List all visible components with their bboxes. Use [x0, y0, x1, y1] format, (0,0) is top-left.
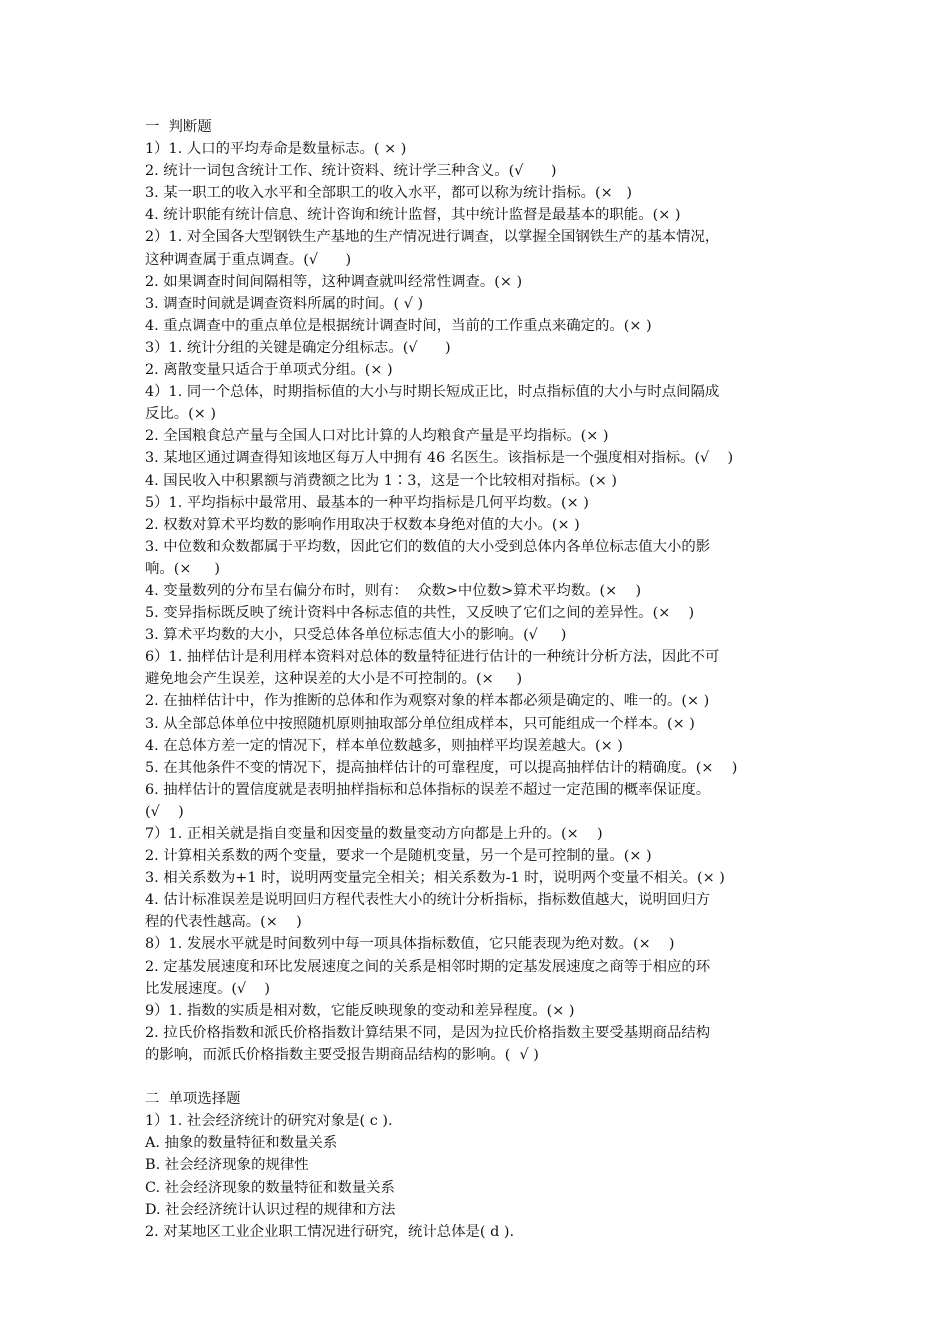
text-line: 5. 变异指标既反映了统计资料中各标志值的共性，又反映了它们之间的差异性。(× ) — [145, 605, 695, 622]
text-line: 2. 计算相关系数的两个变量，要求一个是随机变量，另一个是可控制的量。(× ) — [145, 848, 652, 865]
text-line: 3. 调查时间就是调查资料所属的时间。( √ ) — [145, 295, 424, 312]
text-line: 2. 离散变量只适合于单项式分组。(× ) — [145, 362, 393, 379]
text-line: 2. 如果调查时间间隔相等，这种调查就叫经常性调查。(× ) — [145, 273, 523, 290]
text-line: 2. 在抽样估计中，作为推断的总体和作为观察对象的样本都必须是确定的、唯一的。(× ) — [145, 693, 710, 710]
text-line: 8）1. 发展水平就是时间数列中每一项具体指标数值，它只能表现为绝对数。(× ) — [145, 936, 675, 953]
text-line: 7）1. 正相关就是指自变量和因变量的数量变动方向都是上升的。(× ) — [145, 826, 603, 842]
text-line: C. 社会经济现象的数量特征和数量关系 — [145, 1179, 395, 1196]
text-line: 3. 算术平均数的大小，只受总体各单位标志值大小的影响。(√ ) — [145, 627, 567, 644]
text-line: 3. 中位数和众数都属于平均数，因此它们的数值的大小受到总体内各单位标志值大小的影 — [145, 538, 711, 555]
text-line: 2. 对某地区工业企业职工情况进行研究，统计总体是( d ). — [145, 1223, 515, 1240]
text-line: 2. 全国粮食总产量与全国人口对比计算的人均粮食产量是平均指标。(× ) — [145, 428, 609, 445]
text-line: 4. 统计职能有统计信息、统计咨询和统计监督，其中统计监督是最基本的职能。(× ) — [145, 207, 681, 224]
text-line: 响。(× ) — [145, 560, 220, 577]
text-line: 2. 统计一词包含统计工作、统计资料、统计学三种含义。(√ ) — [145, 163, 557, 180]
text-line: 4. 国民收入中积累额与消费额之比为 1∶3，这是一个比较相对指标。(× ) — [145, 472, 617, 489]
section-title: 二 单项选择题 — [145, 1091, 241, 1108]
text-line: 3. 某地区通过调查得知该地区每万人中拥有 46 名医生。该指标是一个强度相对指标。(√ ) — [145, 450, 734, 467]
text-line: 1）1. 社会经济统计的研究对象是( c ). — [145, 1113, 393, 1130]
text-line: 4. 变量数列的分布呈右偏分布时，则有： 众数>中位数>算术平均数。(× ) — [145, 582, 642, 599]
text-line: 5. 在其他条件不变的情况下，提高抽样估计的可靠程度，可以提高抽样估计的精确度。(× ) — [145, 759, 738, 776]
document-page — [145, 116, 810, 1243]
text-line: 4. 估计标准误差是说明回归方程代表性大小的统计分析指标，指标数值越大，说明回归方 — [145, 892, 711, 909]
text-line: 4. 在总体方差一定的情况下，样本单位数越多，则抽样平均误差越大。(× ) — [145, 737, 623, 754]
text-line: 2. 定基发展速度和环比发展速度之间的关系是相邻时期的定基发展速度之商等于相应的环 — [145, 958, 711, 975]
text-line: 6. 抽样估计的置信度就是表明抽样指标和总体指标的误差不超过一定范围的概率保证度。 — [145, 781, 711, 798]
text-line: 3）1. 统计分组的关键是确定分组标志。(√ ) — [145, 339, 451, 356]
text-line: 4. 重点调查中的重点单位是根据统计调查时间，当前的工作重点来确定的。(× ) — [145, 317, 652, 334]
text-line: (√ ) — [145, 803, 184, 820]
section-judgment — [145, 116, 810, 1066]
text-line: 3. 相关系数为+1 时，说明两变量完全相关；相关系数为-1 时，说明两个变量不相关。(× ) — [145, 870, 725, 887]
section-title: 一 判断题 — [145, 119, 212, 135]
text-line: 2. 拉氏价格指数和派氏价格指数计算结果不同，是因为拉氏价格指数主要受基期商品结构 — [145, 1024, 711, 1041]
section-single-choice — [145, 1088, 810, 1243]
text-line: A. 抽象的数量特征和数量关系 — [145, 1135, 338, 1152]
text-line: 2）1. 对全国各大型钢铁生产基地的生产情况进行调查，以掌握全国钢铁生产的基本情况， — [145, 229, 720, 246]
text-line: 反比。(× ) — [145, 406, 217, 423]
text-line: 2. 权数对算术平均数的影响作用取决于权数本身绝对值的大小。(× ) — [145, 516, 580, 533]
text-line: 1）1. 人口的平均寿命是数量标志。( × ) — [145, 141, 407, 158]
text-line: 3. 从全部总体单位中按照随机原则抽取部分单位组成样本，只可能组成一个样本。(× ) — [145, 715, 695, 732]
text-line: 6）1. 抽样估计是利用样本资料对总体的数量特征进行估计的一种统计分析方法，因此不可 — [145, 649, 720, 666]
text-line: 这种调查属于重点调查。(√ ) — [145, 251, 352, 268]
section-spacer — [145, 1066, 810, 1088]
text-line: 3. 某一职工的收入水平和全部职工的收入水平，都可以称为统计指标。(× ) — [145, 185, 633, 202]
text-line: 5）1. 平均指标中最常用、最基本的一种平均指标是几何平均数。(× ) — [145, 494, 589, 511]
text-line: B. 社会经济现象的规律性 — [145, 1157, 309, 1174]
text-line: 4）1. 同一个总体，时期指标值的大小与时期长短成正比，时点指标值的大小与时点间隔成 — [145, 384, 720, 401]
text-line: 避免地会产生误差，这种误差的大小是不可控制的。(× ) — [145, 671, 523, 688]
text-line: 程的代表性越高。(× ) — [145, 914, 302, 931]
text-line: D. 社会经济统计认识过程的规律和方法 — [145, 1201, 396, 1218]
text-line: 9）1. 指数的实质是相对数，它能反映现象的变动和差异程度。(× ) — [145, 1002, 575, 1019]
text-line: 的影响，而派氏价格指数主要受报告期商品结构的影响。( √ ) — [145, 1046, 539, 1063]
text-line: 比发展速度。(√ ) — [145, 980, 271, 997]
